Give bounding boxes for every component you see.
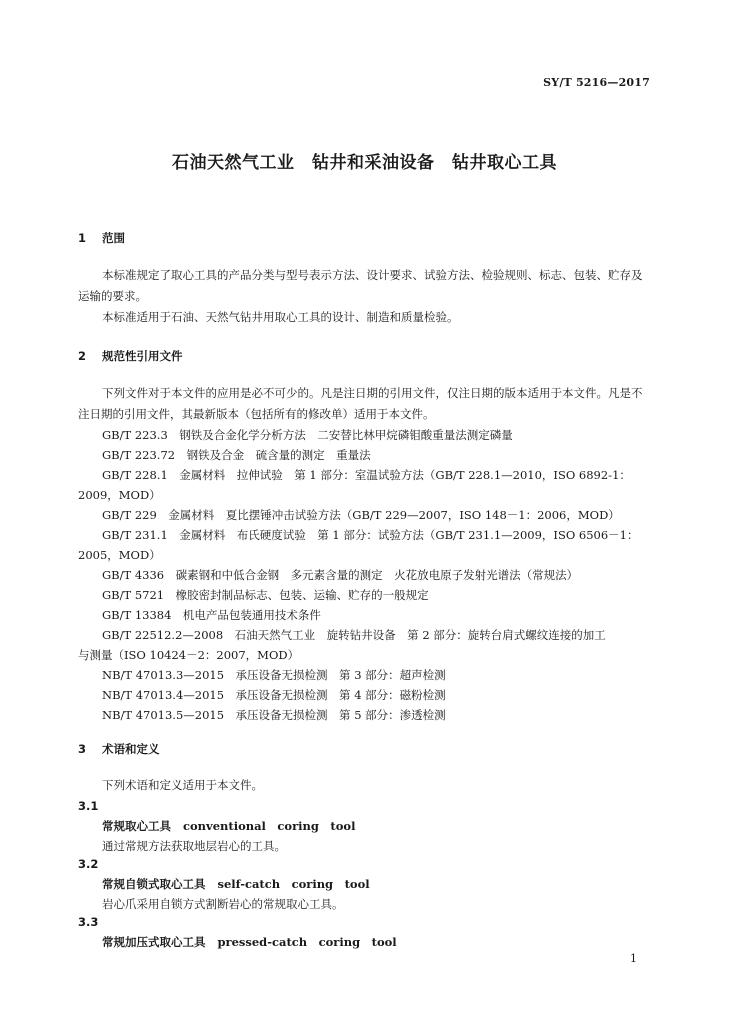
- reference-item: GB/T 231.1 金属材料 布氏硬度试验 第 1 部分：试验方法（GB/T 231.1—2009，ISO 6506－1：: [102, 528, 639, 542]
- reference-item: NB/T 47013.4—2015 承压设备无损检测 第 4 部分：磁粉检测: [102, 688, 446, 702]
- page-number: 1: [630, 952, 637, 965]
- term-heading: [102, 818, 355, 834]
- reference-item: GB/T 229 金属材料 夏比摆锤冲击试验方法（GB/T 229—2007，ISO 148－1：2006，MOD）: [102, 508, 620, 522]
- document-title: 石油天然气工业 钻井和采油设备 钻井取心工具: [172, 153, 557, 173]
- section-number: 3: [78, 742, 87, 756]
- section-title: 术语和定义: [102, 742, 160, 756]
- section-number: 1: [78, 231, 87, 245]
- term-definition: 通过常规方法获取地层岩心的工具。: [102, 839, 286, 853]
- term-number: 3.1: [78, 799, 99, 813]
- reference-item: NB/T 47013.5—2015 承压设备无损检测 第 5 部分：渗透检测: [102, 708, 446, 722]
- reference-item-continuation: 与测量（ISO 10424－2：2007，MOD）: [78, 648, 300, 662]
- section-title: 规范性引用文件: [102, 349, 183, 363]
- reference-item: GB/T 5721 橡胶密封制品标志、包装、运输、贮存的一般规定: [102, 588, 429, 602]
- reference-item: GB/T 223.3 钢铁及合金化学分析方法 二安替比林甲烷磷钼酸重量法测定磷量: [102, 428, 513, 442]
- reference-item: GB/T 4336 碳素钢和中低合金钢 多元素含量的测定 火花放电原子发射光谱法（常规法）: [102, 568, 579, 582]
- section-title: 范围: [102, 231, 125, 245]
- term-number: 3.3: [78, 915, 99, 929]
- term-heading: [102, 876, 370, 892]
- reference-item-continuation: 2009，MOD）: [78, 488, 161, 502]
- term-chinese: 常规自锁式取心工具: [102, 877, 206, 891]
- reference-item: GB/T 223.72 钢铁及合金 硫含量的测定 重量法: [102, 448, 371, 462]
- term-heading: [102, 934, 397, 950]
- reference-item-continuation: 2005，MOD）: [78, 548, 161, 562]
- term-english: pressed-catch coring tool: [217, 935, 397, 949]
- reference-item: GB/T 228.1 金属材料 拉伸试验 第 1 部分：室温试验方法（GB/T 228.1—2010，ISO 6892-1：: [102, 468, 631, 482]
- section-1-paragraph-2: 本标准适用于石油、天然气钻井用取心工具的设计、制造和质量检验。: [102, 310, 459, 324]
- section-number: 2: [78, 349, 87, 363]
- term-number: 3.2: [78, 857, 99, 871]
- section-3-heading: [78, 741, 160, 757]
- term-chinese: 常规取心工具: [102, 819, 171, 833]
- section-3-intro: 下列术语和定义适用于本文件。: [102, 778, 263, 792]
- standard-number: SY/T 5216—2017: [543, 76, 650, 89]
- section-2-heading: [78, 348, 183, 364]
- term-definition: 岩心爪采用自锁方式割断岩心的常规取心工具。: [102, 897, 344, 911]
- reference-item: NB/T 47013.3—2015 承压设备无损检测 第 3 部分：超声检测: [102, 668, 446, 682]
- section-2-intro: 下列文件对于本文件的应用是必不可少的。凡是注日期的引用文件，仅注日期的版本适用于本文件。凡是不注日期的引用文件，其最新版本（包括所有的修改单）适用于本文件。: [78, 386, 643, 421]
- section-1-heading: [78, 230, 125, 246]
- section-1-paragraph-1: 本标准规定了取心工具的产品分类与型号表示方法、设计要求、试验方法、检验规则、标志、包装、贮存及运输的要求。: [78, 268, 643, 303]
- term-english: self-catch coring tool: [217, 877, 370, 891]
- reference-item: GB/T 22512.2—2008 石油天然气工业 旋转钻井设备 第 2 部分：旋转台肩式螺纹连接的加工: [102, 628, 606, 642]
- reference-item: GB/T 13384 机电产品包装通用技术条件: [102, 608, 321, 622]
- term-english: conventional coring tool: [183, 819, 356, 833]
- term-chinese: 常规加压式取心工具: [102, 935, 206, 949]
